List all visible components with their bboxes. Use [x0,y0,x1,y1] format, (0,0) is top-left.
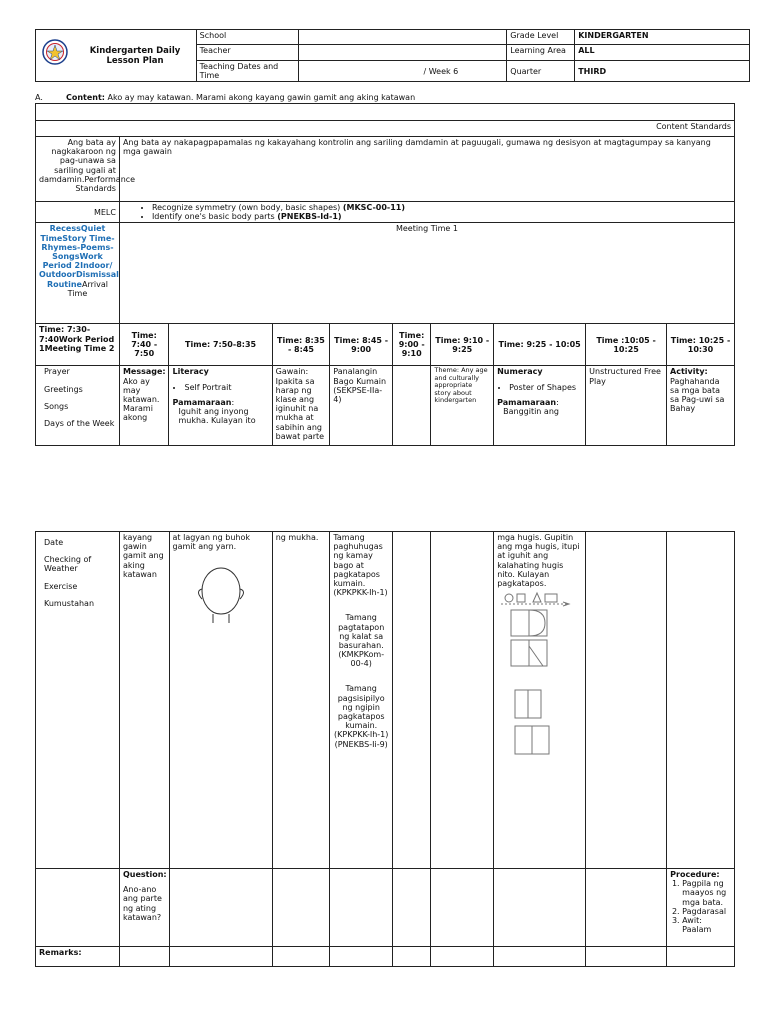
content-standards-label: Content Standards [36,121,735,137]
grade-level-value: KINDERGARTEN [575,30,750,45]
melc-item: • Recognize symmetry (own body, basic shapes) (MKSC-00-11) [152,203,731,212]
literacy-cont: at lagyan ng buhok gamit ang yarn. [172,533,250,552]
empty-cell [667,532,735,869]
time-cell: Time: 7:40 - 7:50 [119,324,169,366]
time-row [36,324,735,366]
face-outline-icon [191,559,251,629]
literacy-title: Literacy [172,367,209,377]
remarks-field[interactable] [119,947,169,967]
remarks-field[interactable] [431,947,494,967]
question-cell [119,869,169,947]
habit-item: Tamang pagtatapon ng kalat sa basurahan. (KMKPKom-00-4) [338,613,385,669]
remarks-label: Remarks: [36,947,120,967]
page2-main-row [36,532,735,869]
routine-item: Greetings [44,384,83,394]
question-text: Ano-ano ang parte ng ating katawan? [122,885,162,922]
melc-list-cell [119,202,734,223]
habits-cell [330,532,393,869]
time-cell: Time: 8:35 - 8:45 [272,324,330,366]
arrival-time-text: Arrival Time [67,279,108,298]
page2-question-row [36,869,735,947]
routine-item: Days of the Week [44,418,115,428]
activity-cell [667,366,735,446]
remarks-field[interactable] [393,947,431,967]
time-cell: Time: 7:30-7:40Work Period 1Meeting Time 2 [36,324,120,366]
numeracy-title: Numeracy [497,367,543,377]
learning-area-value: ALL [575,45,750,61]
grade-level-label: Grade Level [507,30,575,45]
time-cell: Time :10:05 - 10:25 [586,324,667,366]
numeracy-item: • Poster of Shapes [509,383,582,392]
habit-item: Tamang paghuhugas ng kamay bago at pagkatapos kumain. (KPKPKK-Ih-1) [333,533,388,598]
empty-cell [36,869,120,947]
numeracy-cont: mga hugis. Gupitin ang mga hugis, itupi at iguhit ang kalahating hugis nito. Kulayan pagkatapos. [497,533,580,588]
gawain-cell: Gawain: Ipakita sa harap ng klase ang iginuhit na mukha at sabihin ang bawat parte [272,366,330,446]
routine-item: Date [44,538,64,547]
literacy-proc-text: Iguhit ang inyong mukha. Kulayan ito [178,406,256,426]
plan-title: Kindergarten Daily Lesson Plan [89,46,181,66]
remarks-field[interactable] [169,947,272,967]
routine-item: Exercise [44,581,78,591]
empty-cell [330,869,393,947]
procedure-cell [667,869,735,947]
time-cell: Time: 9:10 - 9:25 [431,324,494,366]
time-cell: Time: 8:45 - 9:00 [330,324,393,366]
literacy-cont-cell [169,532,272,869]
message-text: Ako ay may katawan. Marami akong [122,376,160,423]
routine-list-cell-2 [36,532,120,869]
routine-item: Kumustahan [44,598,95,608]
lesson-table-page1 [35,103,735,446]
routine-blue-text: RecessQuiet TimeStory Time-Rhymes-Poems-SongsWork Period 2Indoor/ OutdoorDismissal Routine [39,224,119,289]
shapes-diagram [497,590,581,760]
header-table [35,29,750,82]
empty-cell [431,532,494,869]
time-cell: Time: 7:50-8:35 [169,324,272,366]
routine-cell [36,223,120,324]
empty-cell [393,869,431,947]
activities-row [36,366,735,446]
empty-cell [494,869,586,947]
time-cell: Time: 9:25 - 10:05 [494,324,586,366]
panalangin-cell: Panalangin Bago Kumain (SEKPSE-IIa-4) [330,366,393,446]
teacher-field[interactable] [298,45,507,61]
content-label: Content: [65,93,105,102]
routine-item: Checking of Weather [44,555,92,574]
procedure-item: 2. Pagdarasal [682,907,731,916]
remarks-field[interactable] [586,947,667,967]
school-label: School [196,30,298,45]
message-cell [119,366,169,446]
remarks-field[interactable] [272,947,330,967]
habit-item: Tamang pagsisipilyo ng ngipin pagkatapos kumain. (KPKPKK-Ih-1) (PNEKBS-Ii-9) [334,684,389,749]
teaching-dates-value[interactable]: / Week 6 [298,61,507,82]
message-cont: kayang gawin gamit ang aking katawan [119,532,169,869]
remarks-field[interactable] [667,947,735,967]
question-title: Question: [122,870,167,879]
melc-item: • Identify one's basic body parts (PNEKBS-Id-1) [152,212,731,221]
performance-standards-label: Ang bata ay nagkakaroon ng pag-unawa sa sariling ugali at damdamin.Performance Standards [36,137,120,202]
literacy-item: • Self Portrait [184,383,268,392]
melc-label: MELC [36,202,120,223]
routine-list-cell [36,366,120,446]
remarks-field[interactable] [330,947,393,967]
empty-cell [169,869,272,947]
empty-cell [393,532,431,869]
free-play-cell: Unstructured Free Play [586,366,667,446]
remarks-field[interactable] [494,947,586,967]
teaching-dates-label: Teaching Dates and Time [196,61,298,82]
teacher-label: Teacher [196,45,298,61]
message-title: Message: [122,367,166,377]
meeting-time-1: Meeting Time 1 [119,223,734,324]
school-field[interactable] [298,30,507,45]
quarter-value: THIRD [575,61,750,82]
performance-standards-text: Ang bata ay nakapagpapamalas ng kakayahang kontrolin ang sariling damdamin at paguugali, gumawa ng desisyon at magtagumpay sa kanyang mga gawain [119,137,734,202]
quarter-label: Quarter [507,61,575,82]
time-cell: Time: 9:00 - 9:10 [392,324,430,366]
learning-area-label: Learning Area [507,45,575,61]
time-cell: Time: 10:25 - 10:30 [667,324,735,366]
deped-seal-icon [42,39,68,65]
procedure-item: 3. Awit: Paalam [682,916,731,934]
empty-cell [586,532,667,869]
content-text: Ako ay may katawan. Marami akong kayang gawin gamit ang aking katawan [107,93,416,102]
activity-text: Paghahanda sa mga bata sa Pag-uwi sa Bahay [670,376,725,414]
procedure-item: 1. Pagpila ng maayos ng mga bata. [682,879,731,907]
procedure-title: Procedure: [670,870,720,879]
gawain-cont: ng mukha. [272,532,330,869]
empty-cell [431,869,494,947]
literacy-proc-label: Pamamaraan [172,397,232,407]
routine-item: Prayer [44,367,70,377]
routine-item: Songs [44,401,69,411]
lesson-table-page2 [35,531,735,967]
remarks-row [36,947,735,967]
content-letter: A. [35,93,43,102]
empty-cell [586,869,667,947]
numeracy-cell: Numeracy • Poster of Shapes Pamamaraan: Banggitin ang [494,366,586,446]
empty-cell [272,869,330,947]
header-logo-cell [36,30,197,82]
theme-cell: Theme: Any age and culturally appropriate story about kindergarten [431,366,494,446]
numeracy-cont-cell [494,532,586,869]
blank-row [36,104,735,121]
literacy-cell: Literacy • Self Portrait Pamamaraan: Iguhit ang inyong mukha. Kulayan ito [169,366,272,446]
activity-title: Activity: [670,367,708,377]
numeracy-proc-text: Banggitin ang [503,406,559,416]
content-line [35,93,415,102]
empty-cell [392,366,430,446]
numeracy-proc-label: Pamamaraan [497,397,557,407]
